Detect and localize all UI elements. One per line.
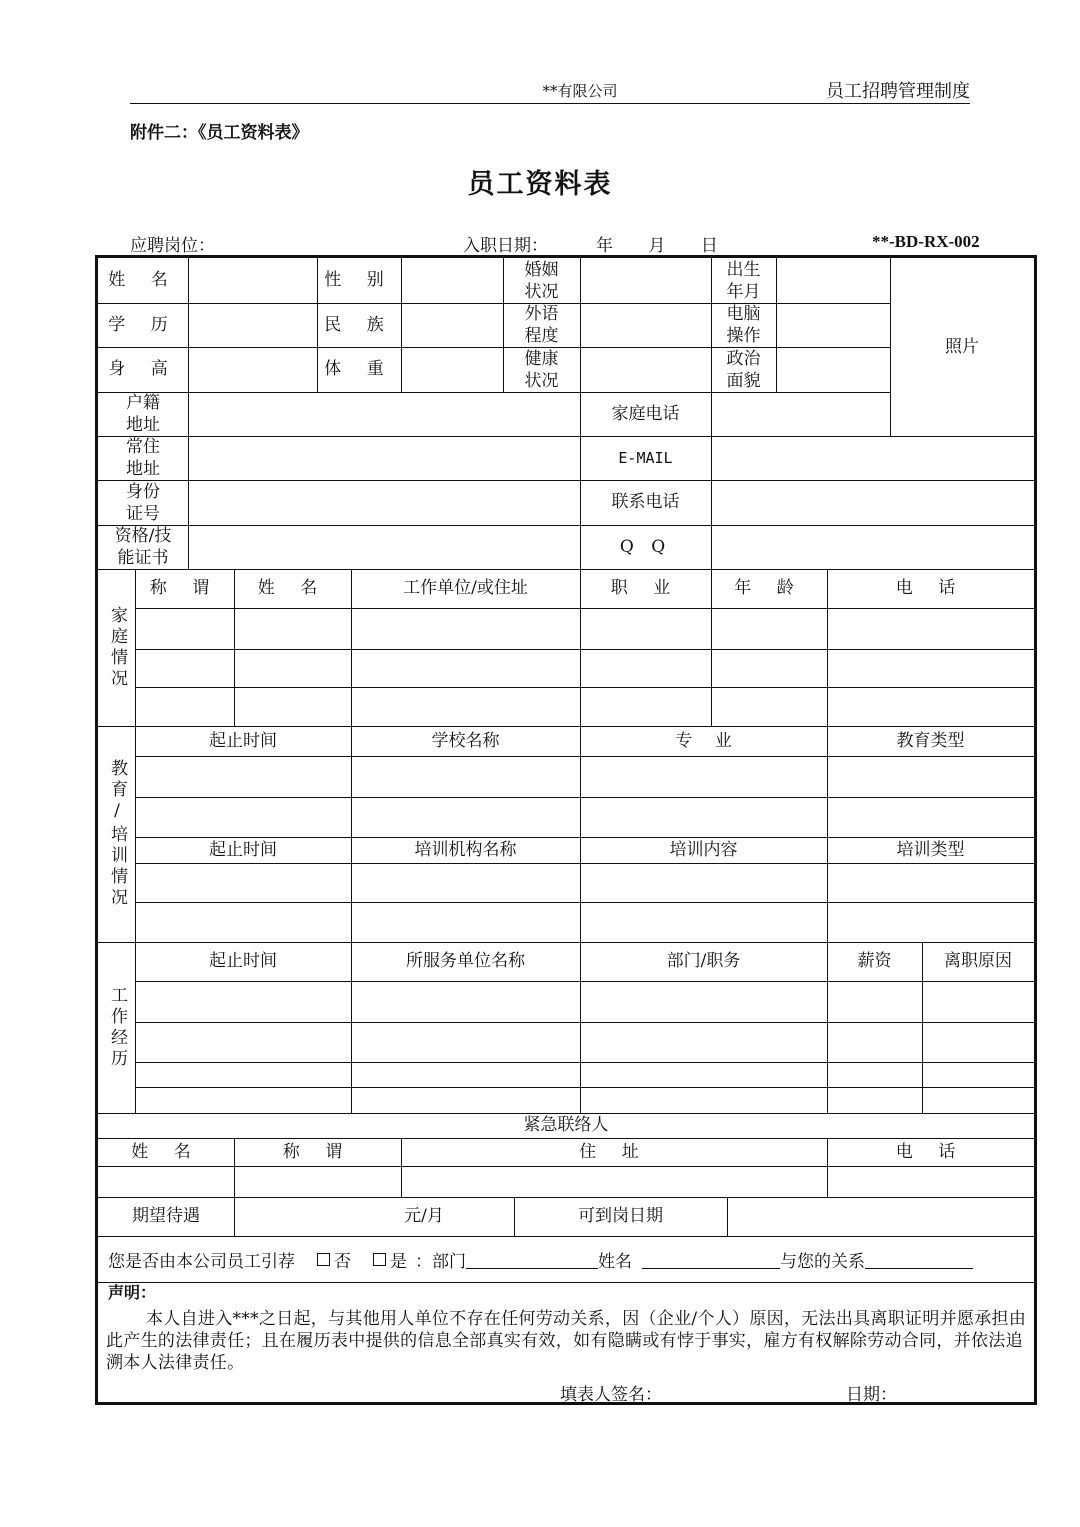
edu-header-school: 学校名称 bbox=[431, 730, 500, 751]
weight-label: 体 重 bbox=[324, 359, 394, 379]
name-field[interactable] bbox=[188, 258, 317, 303]
language-label-line1: 外语 bbox=[524, 304, 559, 324]
referral-dept-field[interactable] bbox=[466, 1250, 598, 1269]
attachment-label: 附件二：《员工资料表》 bbox=[130, 123, 309, 143]
political-field[interactable] bbox=[776, 347, 890, 392]
gender-field[interactable] bbox=[401, 258, 503, 303]
grid-line bbox=[351, 726, 352, 942]
grid-line bbox=[98, 1166, 1034, 1167]
referral-relation-field[interactable] bbox=[865, 1250, 973, 1269]
ethnicity-field[interactable] bbox=[401, 303, 503, 347]
document-series-title: 员工招聘管理制度 bbox=[826, 81, 970, 102]
family-header-phone: 电 话 bbox=[895, 578, 966, 598]
expected-salary-label: 期望待遇 bbox=[132, 1206, 200, 1226]
month-label: 月 bbox=[648, 236, 666, 256]
birth-label bbox=[711, 258, 776, 303]
referral-no-checkbox[interactable] bbox=[317, 1253, 330, 1266]
residence-field[interactable] bbox=[188, 436, 580, 480]
home-phone-field[interactable] bbox=[711, 392, 890, 436]
available-date-field[interactable] bbox=[727, 1197, 1034, 1236]
signature-date-label: 日期： bbox=[846, 1385, 897, 1405]
grid-line bbox=[135, 608, 1034, 609]
referral-dept-label: ：部门 bbox=[415, 1251, 466, 1272]
emergency-header-name: 姓 名 bbox=[131, 1141, 201, 1162]
marital-field[interactable] bbox=[580, 258, 711, 303]
certificate-label-line2: 能证书 bbox=[117, 548, 169, 568]
day-label: 日 bbox=[700, 236, 718, 256]
grid-line bbox=[135, 756, 1034, 757]
family-header-relation: 称 谓 bbox=[149, 578, 220, 598]
referral-name-field[interactable] bbox=[642, 1250, 780, 1269]
declaration-text: 本人自进入***之日起，与其他用人单位不存在任何劳动关系，因（企业/个人）原因，无法出具离职证明并愿承担由此产生的法律责任；且在履历表中提供的信息全部真实有效，如有隐瞒或有悖于事实，雇方有权解除劳动合同，并依法追溯本人法律责任。 bbox=[106, 1309, 1027, 1373]
email-label: E-MAIL bbox=[618, 448, 673, 467]
hukou-label-line2: 地址 bbox=[126, 415, 160, 435]
grid-line bbox=[135, 1087, 1034, 1088]
residence-label bbox=[98, 436, 188, 480]
health-label-line2: 状况 bbox=[524, 370, 559, 391]
hukou-field[interactable] bbox=[188, 392, 580, 436]
work-header-company: 所服务单位名称 bbox=[406, 951, 525, 971]
residence-label-line2: 地址 bbox=[126, 459, 160, 479]
marital-label bbox=[503, 258, 580, 303]
referral-question: 您是否由本公司员工引荐 bbox=[108, 1251, 295, 1272]
work-header-leave-reason: 离职原因 bbox=[944, 951, 1012, 971]
health-label-line1: 健康 bbox=[524, 348, 559, 369]
edu-header-type: 教育类型 bbox=[896, 730, 965, 751]
computer-label-line1: 电脑 bbox=[726, 304, 761, 324]
work-header-salary: 薪资 bbox=[857, 951, 892, 971]
family-header-occupation: 职 业 bbox=[610, 578, 681, 598]
referral-row bbox=[108, 1236, 1033, 1282]
grid-line bbox=[135, 687, 1034, 688]
political-label-line2: 面貌 bbox=[726, 370, 761, 391]
train-header-type: 培训类型 bbox=[896, 839, 965, 860]
company-name: **有限公司 bbox=[542, 82, 618, 100]
marital-label-line2: 状况 bbox=[524, 281, 559, 302]
grid-line bbox=[827, 726, 828, 942]
ethnicity-label: 民 族 bbox=[324, 314, 394, 335]
train-header-content: 培训内容 bbox=[669, 839, 738, 860]
education-field[interactable] bbox=[188, 303, 317, 347]
grid-line bbox=[135, 863, 1034, 864]
language-label bbox=[503, 303, 580, 347]
grid-line bbox=[135, 1022, 1034, 1023]
work-header-period: 起止时间 bbox=[209, 951, 277, 971]
email-field[interactable] bbox=[711, 436, 1034, 480]
gender-label: 性 别 bbox=[324, 270, 394, 290]
grid-line bbox=[135, 981, 1034, 982]
birth-label-line1: 出生 bbox=[726, 259, 761, 280]
health-field[interactable] bbox=[580, 347, 711, 392]
grid-line bbox=[135, 649, 1034, 650]
form-code: **-BD-RX-002 bbox=[872, 232, 980, 251]
computer-field[interactable] bbox=[776, 303, 890, 347]
birth-field[interactable] bbox=[776, 258, 890, 303]
political-label bbox=[711, 347, 776, 392]
id-card-label bbox=[98, 480, 188, 525]
declaration-label: 声明： bbox=[108, 1283, 157, 1302]
birth-label-line2: 年月 bbox=[726, 281, 761, 302]
grid-line bbox=[135, 1062, 1034, 1063]
grid-line bbox=[135, 797, 1034, 798]
referral-yes-checkbox[interactable] bbox=[373, 1253, 386, 1266]
family-section-label: 家庭情况 bbox=[107, 605, 127, 690]
hukou-label bbox=[98, 392, 188, 436]
language-field[interactable] bbox=[580, 303, 711, 347]
hukou-label-line1: 户籍 bbox=[126, 393, 160, 413]
certificate-label-line1: 资格/技 bbox=[114, 526, 172, 546]
education-label: 学 历 bbox=[108, 314, 178, 335]
home-phone-label: 家庭电话 bbox=[611, 403, 680, 424]
form-title: 员工资料表 bbox=[467, 169, 613, 200]
health-label bbox=[503, 347, 580, 392]
qq-field[interactable] bbox=[711, 525, 1034, 569]
height-label: 身 高 bbox=[108, 359, 178, 379]
marital-label-line1: 婚姻 bbox=[524, 259, 559, 280]
family-header-age: 年 龄 bbox=[734, 578, 804, 598]
qq-label: Q Q bbox=[619, 536, 672, 557]
id-card-label-line2: 证号 bbox=[126, 503, 160, 524]
employee-info-form bbox=[95, 255, 1037, 1405]
photo-box[interactable]: 照片 bbox=[945, 336, 979, 357]
emergency-title: 紧急联络人 bbox=[523, 1115, 609, 1135]
computer-label bbox=[711, 303, 776, 347]
weight-field[interactable] bbox=[401, 347, 503, 392]
grid-line bbox=[135, 902, 1034, 903]
apply-position-label: 应聘岗位： bbox=[130, 236, 215, 256]
name-label: 姓 名 bbox=[108, 270, 178, 290]
height-field[interactable] bbox=[188, 347, 317, 392]
residence-label-line1: 常住 bbox=[126, 437, 160, 457]
grid-line bbox=[135, 726, 136, 942]
grid-line bbox=[98, 1282, 1034, 1283]
certificate-field[interactable] bbox=[188, 525, 580, 569]
computer-label-line2: 操作 bbox=[726, 326, 761, 346]
emergency-header-address: 住 址 bbox=[579, 1141, 649, 1162]
education-section-label: 教育/培训情况 bbox=[107, 759, 127, 909]
expected-salary-field[interactable]: 元/月 bbox=[404, 1206, 444, 1226]
edu-header-period: 起止时间 bbox=[209, 730, 277, 751]
work-header-dept: 部门/职务 bbox=[666, 951, 741, 971]
id-card-label-line1: 身份 bbox=[126, 481, 160, 502]
certificate-label bbox=[98, 525, 188, 569]
family-header-workplace: 工作单位/或住址 bbox=[403, 578, 528, 598]
contact-phone-label: 联系电话 bbox=[611, 492, 680, 512]
referral-name-label: 姓名 bbox=[598, 1251, 632, 1272]
family-header-name: 姓 名 bbox=[257, 578, 328, 598]
edu-header-major: 专 业 bbox=[675, 730, 732, 751]
grid-line bbox=[580, 726, 581, 942]
train-header-period: 起止时间 bbox=[209, 839, 277, 860]
referral-yes-label: 是 bbox=[390, 1251, 407, 1272]
referral-relation-label: 与您的关系 bbox=[780, 1251, 865, 1272]
language-label-line2: 程度 bbox=[524, 326, 559, 346]
available-date-label: 可到岗日期 bbox=[578, 1206, 663, 1226]
year-label: 年 bbox=[596, 236, 613, 256]
contact-phone-field[interactable] bbox=[711, 480, 1034, 525]
signature-label: 填表人签名： bbox=[560, 1385, 662, 1405]
entry-date-label: 入职日期： bbox=[463, 236, 548, 256]
id-card-field[interactable] bbox=[188, 480, 580, 525]
header-rule bbox=[130, 103, 970, 104]
political-label-line1: 政治 bbox=[726, 348, 761, 369]
emergency-header-relation: 称 谓 bbox=[282, 1141, 353, 1162]
work-section-label: 工作经历 bbox=[107, 985, 127, 1070]
train-header-institution: 培训机构名称 bbox=[414, 839, 517, 860]
entry-date-fields bbox=[596, 231, 718, 256]
emergency-header-phone: 电 话 bbox=[895, 1141, 966, 1162]
referral-no-label: 否 bbox=[334, 1251, 351, 1272]
